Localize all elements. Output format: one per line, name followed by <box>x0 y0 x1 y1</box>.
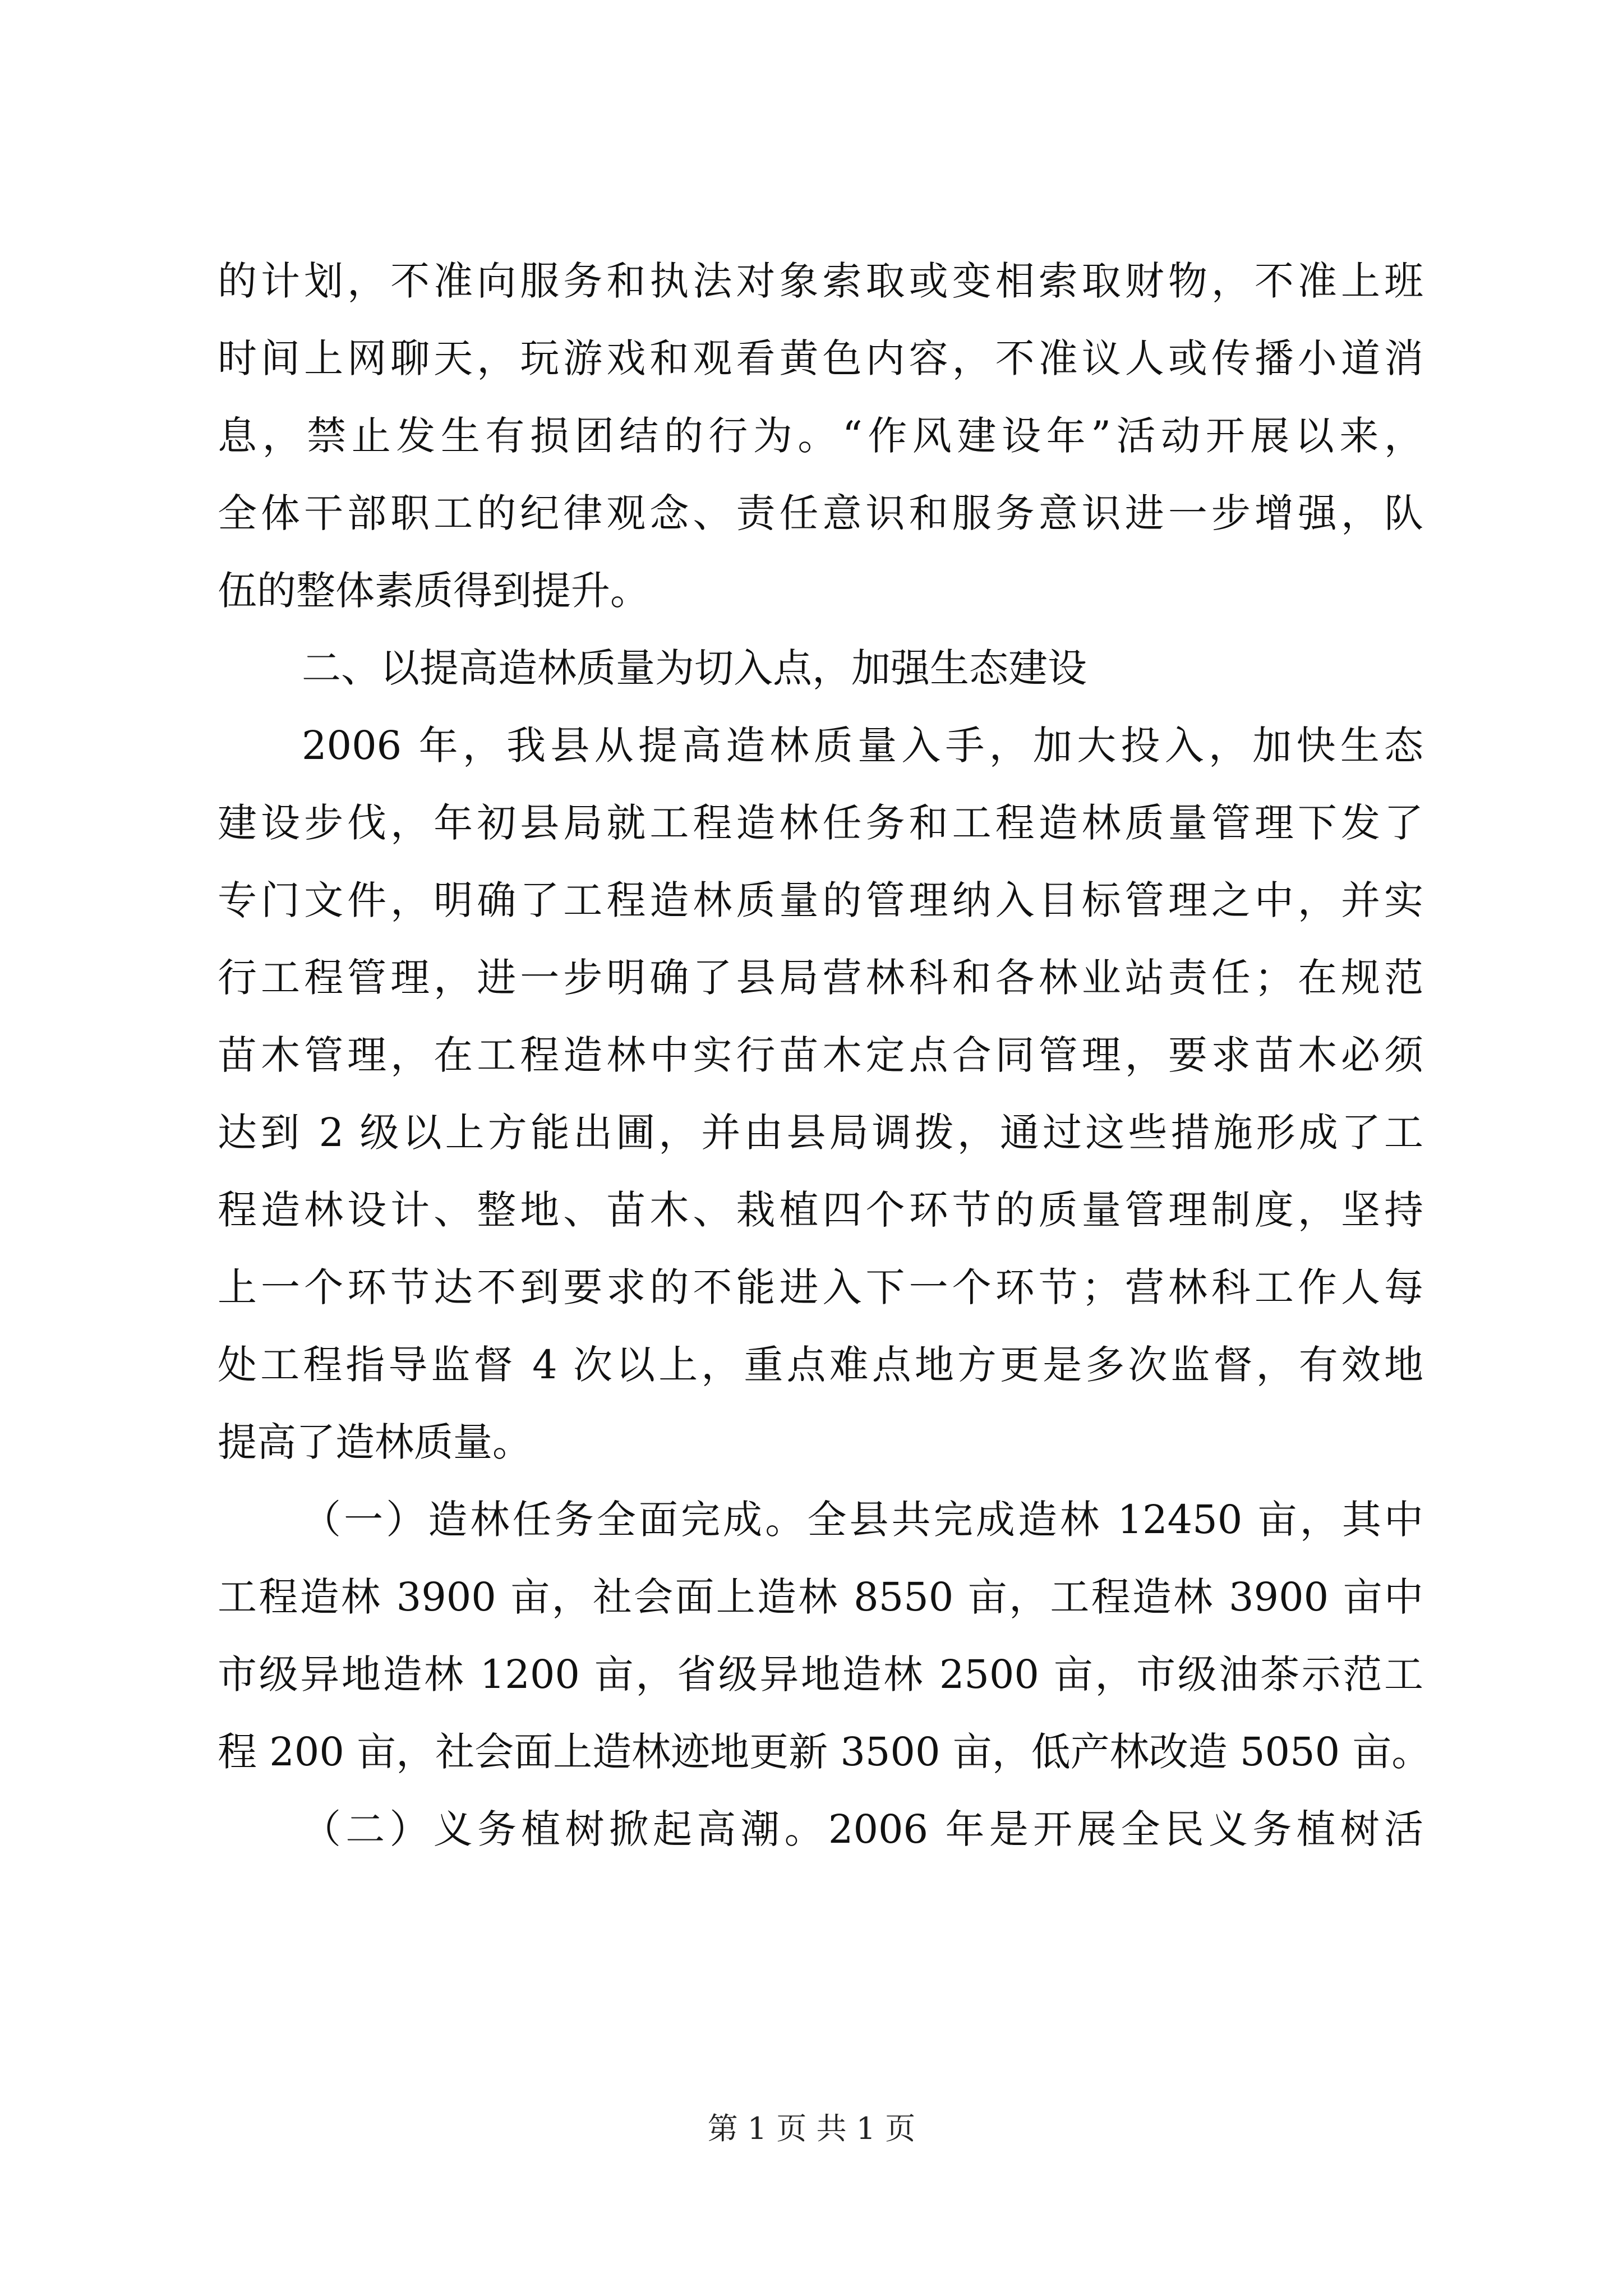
text-line: （二）义务植树掀起高潮。2006 年是开展全民义务植树活 <box>302 1806 1423 1852</box>
text-line: 苗木管理，在工程造林中实行苗木定点合同管理，要求苗木必须 <box>218 1032 1423 1078</box>
text-line: 2006 年，我县从提高造林质量入手，加大投入，加快生态 <box>302 723 1423 769</box>
text-line: 的计划，不准向服务和执法对象索取或变相索取财物，不准上班 <box>218 258 1423 304</box>
text-line: 时间上网聊天，玩游戏和观看黄色内容，不准议人或传播小道消 <box>218 335 1423 381</box>
text-line: 工程造林 3900 亩，社会面上造林 8550 亩，工程造林 3900 亩中 <box>218 1574 1423 1620</box>
text-line: 建设步伐，年初县局就工程造林任务和工程造林质量管理下发了 <box>218 800 1423 846</box>
text-line: 行工程管理，进一步明确了县局营林科和各林业站责任；在规范 <box>218 955 1423 1001</box>
page-footer: 第 1 页 共 1 页 <box>707 2111 916 2146</box>
text-line: 息，禁止发生有损团结的行为。“作风建设年”活动开展以来， <box>218 413 1423 459</box>
body-text <box>218 242 1431 1868</box>
text-line: 达到 2 级以上方能出圃，并由县局调拨，通过这些措施形成了工 <box>218 1110 1423 1156</box>
text-line: 程造林设计、整地、苗木、栽植四个环节的质量管理制度，坚持 <box>218 1187 1423 1233</box>
text-line: 市级异地造林 1200 亩，省级异地造林 2500 亩，市级油茶示范工 <box>218 1651 1423 1697</box>
text-line: （一）造林任务全面完成。全县共完成造林 12450 亩，其中 <box>302 1497 1423 1543</box>
text-line: 全体干部职工的纪律观念、责任意识和服务意识进一步增强，队 <box>218 490 1423 536</box>
text-line: 伍的整体素质得到提升。 <box>218 568 649 614</box>
text-line: 处工程指导监督 4 次以上，重点难点地方更是多次监督，有效地 <box>218 1342 1423 1388</box>
text-line: 专门文件，明确了工程造林质量的管理纳入目标管理之中，并实 <box>218 877 1423 923</box>
text-line: 上一个环节达不到要求的不能进入下一个环节；营林科工作人每 <box>218 1264 1423 1310</box>
text-line: 提高了造林质量。 <box>218 1419 532 1465</box>
text-line: 程 200 亩，社会面上造林迹地更新 3500 亩，低产林改造 5050 亩。 <box>218 1729 1431 1775</box>
section-heading: 二、以提高造林质量为切入点，加强生态建设 <box>302 645 1087 691</box>
